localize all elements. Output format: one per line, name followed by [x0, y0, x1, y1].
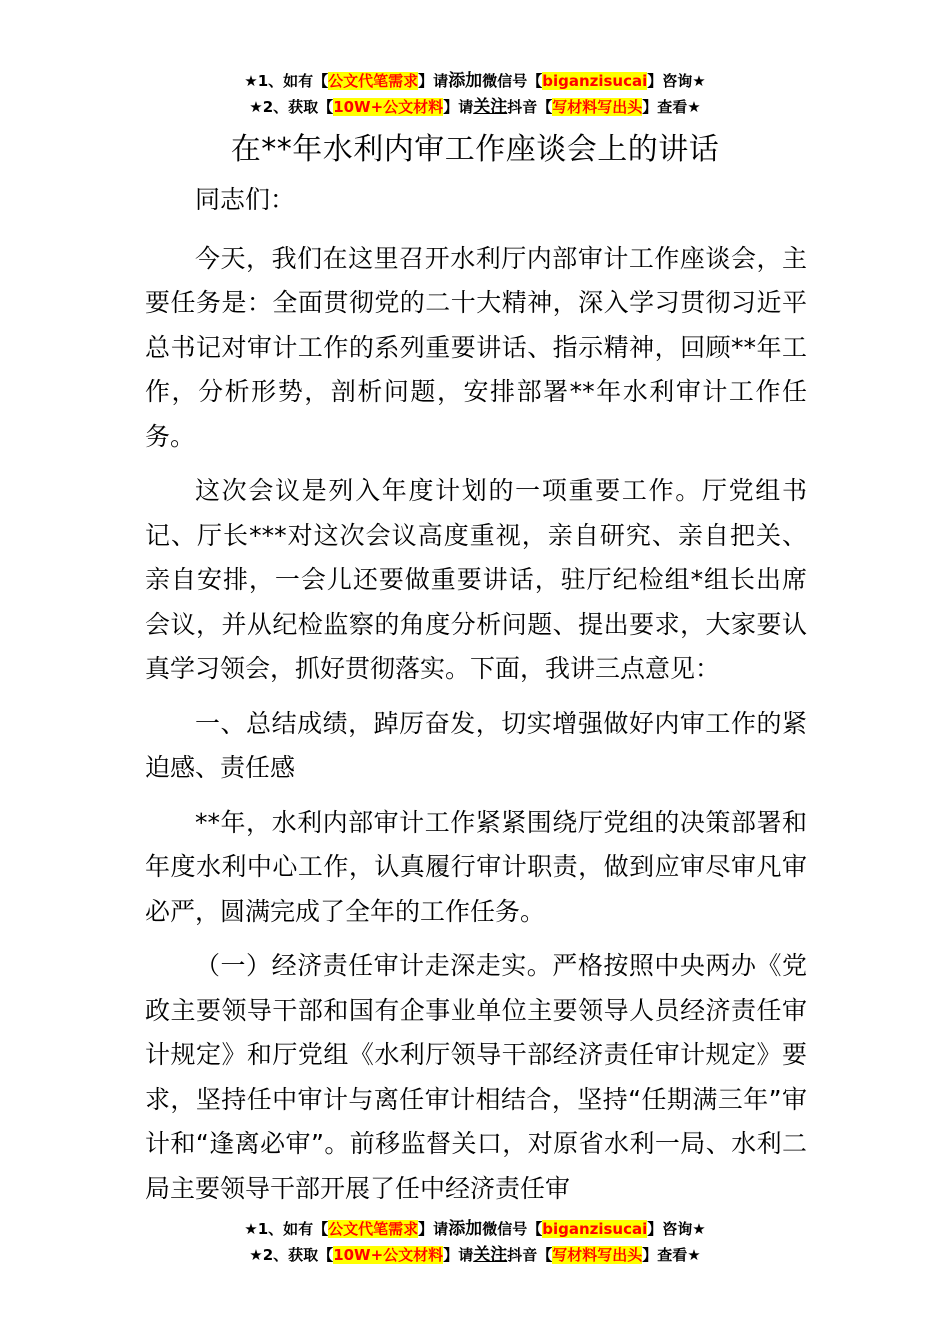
douyin-id-highlight: 写材料写出头 [552, 98, 643, 116]
promo-text: 微信号【 [482, 1220, 543, 1238]
promo-highlight: 10W+公文材料 [333, 1246, 444, 1264]
promo-text: 1、如有【 [257, 1220, 329, 1238]
star-icon: ★ [249, 1246, 263, 1264]
promo-highlight: 公文代笔需求 [328, 1220, 419, 1238]
promo-text: 2、获取【 [262, 98, 334, 116]
document-body [145, 178, 807, 1221]
promo-text: 】查看★ [642, 1246, 701, 1264]
promo-text: 】请 [443, 1246, 474, 1264]
promo-text: 】请 [418, 72, 449, 90]
bottom-promo-banner [0, 1216, 950, 1268]
promo-emphasis: 添加 [448, 71, 483, 91]
section-heading: 一、总结成绩，踔厉奋发，切实增强做好内审工作的紧迫感、责任感 [145, 708, 807, 782]
promo-line-2 [0, 1242, 950, 1268]
star-icon: ★ [244, 72, 258, 90]
promo-line-1 [0, 1216, 950, 1242]
promo-text: 抖音【 [507, 1246, 553, 1264]
promo-text: 2、获取【 [262, 1246, 334, 1264]
promo-text: 】咨询★ [647, 1220, 706, 1238]
wechat-id-highlight: biganzisucai [542, 1220, 648, 1238]
paragraph: 这次会议是列入年度计划的一项重要工作。厅党组书记、厅长***对这次会议高度重视，亲自研究、亲自把关、亲自安排，一会儿还要做重要讲话，驻厅纪检组*组长出席会议，并从纪检监察的角度分析问题、提出要求，大家要认真学习领会，抓好贯彻落实。下面，我讲三点意见： [145, 476, 807, 683]
promo-highlight: 公文代笔需求 [328, 72, 419, 90]
promo-text: 抖音【 [507, 98, 553, 116]
paragraph: **年，水利内部审计工作紧紧围绕厅党组的决策部署和年度水利中心工作，认真履行审计职责，做到应审尽审凡审必严，圆满完成了全年的工作任务。 [145, 807, 807, 926]
promo-line-1 [0, 68, 950, 94]
promo-text: 】查看★ [642, 98, 701, 116]
promo-highlight: 10W+公文材料 [333, 98, 444, 116]
promo-text: 微信号【 [482, 72, 543, 90]
paragraph: 今天，我们在这里召开水利厅内部审计工作座谈会，主要任务是：全面贯彻党的二十大精神，深入学习贯彻习近平总书记对审计工作的系列重要讲话、指示精神，回顾**年工作，分析形势，剖析问题，安排部署**年水利审计工作任务。 [145, 243, 807, 451]
promo-text: 】咨询★ [647, 72, 706, 90]
promo-emphasis: 添加 [448, 1219, 483, 1239]
promo-line-2 [0, 94, 950, 120]
salutation: 同志们： [195, 185, 296, 214]
paragraph: （一）经济责任审计走深走实。严格按照中央两办《党政主要领导干部和国有企事业单位主要领导人员经济责任审计规定》和厅党组《水利厅领导干部经济责任审计规定》要求，坚持任中审计与离任审计相结合，坚持“任期满三年”审计和“逢离必审”。前移监督关口，对原省水利一局、水利二局主要领导干部开展了任中经济责任审 [145, 951, 807, 1203]
star-icon: ★ [244, 1220, 258, 1238]
promo-emphasis: 关注 [473, 97, 508, 117]
promo-text: 】请 [418, 1220, 449, 1238]
wechat-id-highlight: biganzisucai [542, 72, 648, 90]
star-icon: ★ [249, 98, 263, 116]
top-promo-banner [0, 68, 950, 120]
document-title: 在**年水利内审工作座谈会上的讲话 [230, 132, 720, 167]
douyin-id-highlight: 写材料写出头 [552, 1246, 643, 1264]
promo-text: 】请 [443, 98, 474, 116]
promo-text: 1、如有【 [257, 72, 329, 90]
promo-emphasis: 关注 [473, 1245, 508, 1265]
